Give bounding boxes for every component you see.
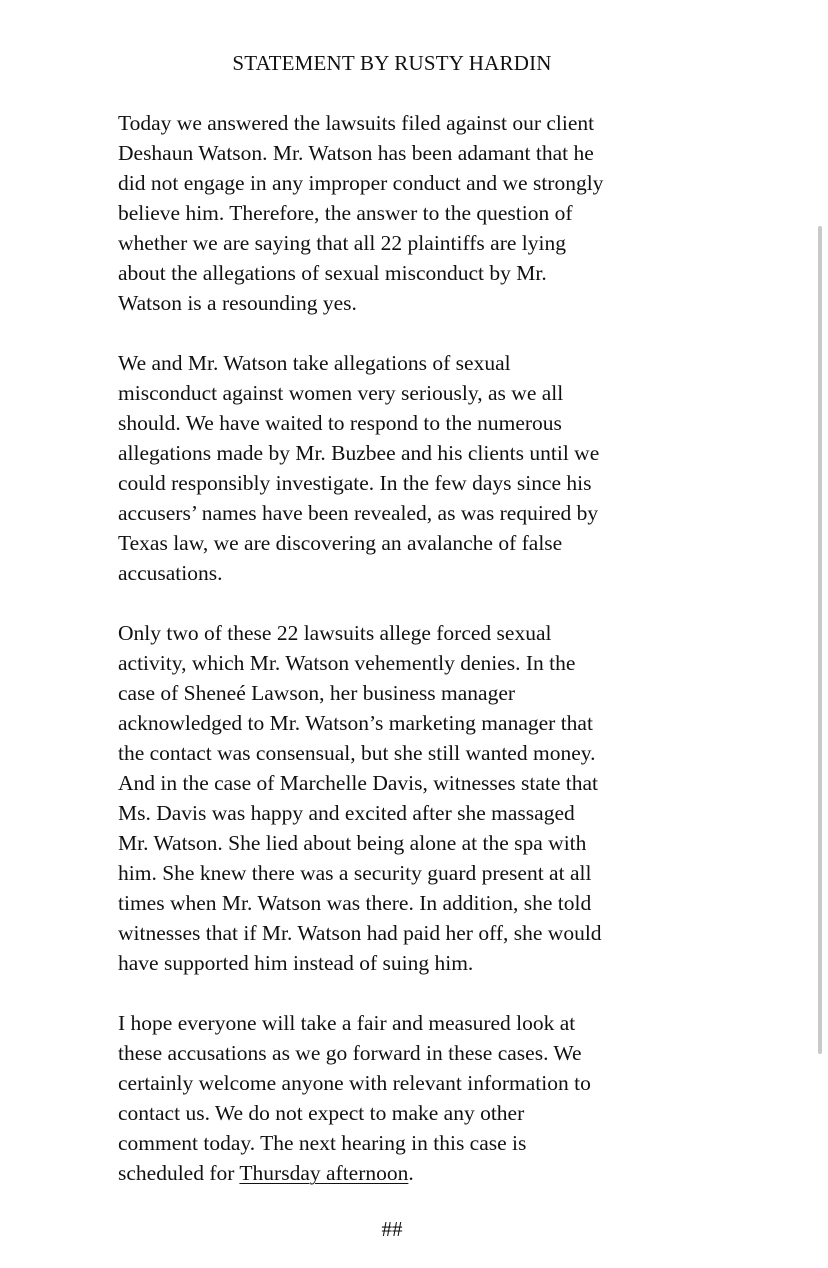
text-line: activity, which Mr. Watson vehemently denies. In the: [118, 651, 576, 675]
text-line: accusers’ names have been revealed, as was required by: [118, 501, 599, 525]
document-body: [118, 108, 678, 1218]
text-line: times when Mr. Watson was there. In addition, she told: [118, 891, 592, 915]
text-fragment: .: [408, 1161, 414, 1185]
text-line: misconduct against women very seriously, as we all: [118, 381, 564, 405]
text-line: Ms. Davis was happy and excited after she massaged: [118, 801, 575, 825]
text-line: Mr. Watson. She lied about being alone at the spa with: [118, 831, 587, 855]
text-line: these accusations as we go forward in these cases. We: [118, 1041, 582, 1065]
text-line: the contact was consensual, but she still wanted money.: [118, 741, 596, 765]
text-line: We and Mr. Watson take allegations of sexual: [118, 351, 511, 375]
text-line: accusations.: [118, 561, 223, 585]
text-line: believe him. Therefore, the answer to the question of: [118, 201, 573, 225]
text-line: did not engage in any improper conduct and we strongly: [118, 171, 604, 195]
text-line: certainly welcome anyone with relevant information to: [118, 1071, 591, 1095]
paragraph-2: [118, 348, 678, 588]
text-line: him. She knew there was a security guard present at all: [118, 861, 592, 885]
paragraph-3: [118, 618, 678, 978]
thursday-afternoon-link[interactable]: Thursday afternoon: [239, 1161, 409, 1185]
text-fragment: scheduled for: [118, 1161, 240, 1185]
end-mark: ##: [381, 1217, 403, 1241]
text-line: case of Sheneé Lawson, her business manager: [118, 681, 516, 705]
text-line: allegations made by Mr. Buzbee and his clients until we: [118, 441, 600, 465]
text-line: whether we are saying that all 22 plaintiffs are lying: [118, 231, 566, 255]
text-line: Today we answered the lawsuits filed against our client: [118, 111, 595, 135]
text-line: Only two of these 22 lawsuits allege forced sexual: [118, 621, 552, 645]
text-line: I hope everyone will take a fair and measured look at: [118, 1011, 576, 1035]
text-line: should. We have waited to respond to the numerous: [118, 411, 562, 435]
text-line: witnesses that if Mr. Watson had paid her off, she would: [118, 921, 602, 945]
text-line: And in the case of Marchelle Davis, witnesses state that: [118, 771, 599, 795]
text-line: could responsibly investigate. In the few days since his: [118, 471, 592, 495]
paragraph-4: [118, 1008, 678, 1188]
text-line: comment today. The next hearing in this case is: [118, 1131, 527, 1155]
text-line: have supported him instead of suing him.: [118, 951, 474, 975]
text-line: contact us. We do not expect to make any other: [118, 1101, 525, 1125]
text-line: Deshaun Watson. Mr. Watson has been adamant that he: [118, 141, 594, 165]
vertical-scrollbar[interactable]: [818, 226, 822, 1054]
text-line-with-link: [118, 1158, 678, 1188]
text-line: Texas law, we are discovering an avalanche of false: [118, 531, 563, 555]
text-line: Watson is a resounding yes.: [118, 291, 357, 315]
paragraph-1: [118, 108, 678, 318]
text-line: acknowledged to Mr. Watson’s marketing manager that: [118, 711, 593, 735]
page-title: STATEMENT BY RUSTY HARDIN: [232, 51, 552, 75]
text-line: about the allegations of sexual misconduct by Mr.: [118, 261, 547, 285]
